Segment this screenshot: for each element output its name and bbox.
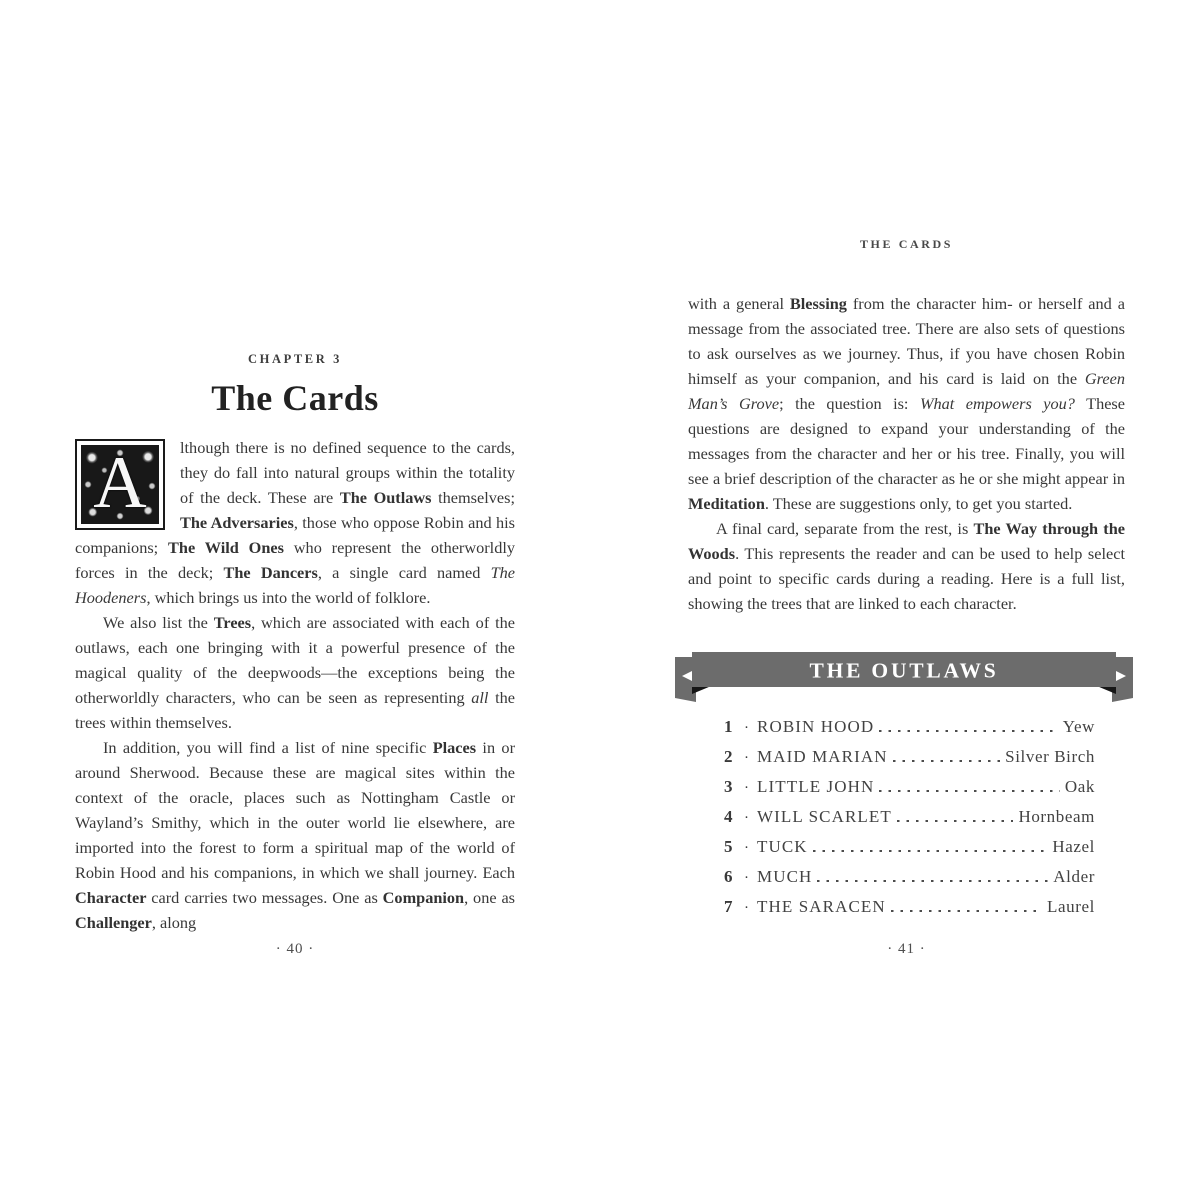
right-page-number: · 41 · (887, 941, 926, 957)
tree-name: Yew (1062, 717, 1095, 736)
row-bullet: · (744, 720, 749, 736)
left-body-text (75, 435, 515, 935)
outlaw-row (724, 897, 1095, 927)
row-number: 3 (724, 777, 733, 796)
tree-name: Oak (1064, 777, 1095, 796)
paragraph: A lthough there is no defined sequence to the cards, they do fall into natural groups within the totality of the deck. These are The Outlaws themselves; The Adversaries, those who oppose Robin and his companions; The Wild Ones who represent the otherworldly forces in the deck; The Dancers, a single card named The Hoodeners, which brings us into the world of folklore. (75, 438, 516, 607)
outlaw-name: MUCH (757, 867, 813, 886)
running-header: THE CARDS (859, 237, 954, 251)
banner-title: THE OUTLAWS (809, 658, 999, 683)
paragraph: We also list the Trees, which are associated with each of the outlaws, each one bringing with it a powerful presence of the magical quality of the deepwoods—the exceptions being the otherworldly characters, who can be seen as representing all the trees within themselves. (75, 613, 516, 732)
row-number: 2 (724, 747, 733, 766)
tree-name: Silver Birch (1005, 747, 1095, 766)
tree-name: Hornbeam (1018, 807, 1095, 826)
outlaw-name: MAID MARIAN (757, 747, 888, 766)
banner-right-fold-shadow (1098, 686, 1116, 694)
outlaw-name: WILL SCARLET (757, 807, 892, 826)
row-number: 1 (724, 717, 733, 736)
outlaw-row (724, 747, 1095, 777)
outlaw-row (724, 807, 1095, 837)
dotted-leader (879, 729, 1058, 732)
outlaws-banner (675, 652, 1133, 705)
outlaw-row (724, 867, 1095, 897)
row-bullet: · (744, 870, 749, 886)
dotted-leader (879, 789, 1059, 792)
row-number: 5 (724, 837, 733, 856)
outlaws-list (688, 717, 1125, 927)
dotted-leader (893, 759, 1001, 762)
page-title: The Cards (211, 378, 379, 418)
outlaw-name: TUCK (757, 837, 808, 856)
left-page-number: · 40 · (275, 941, 315, 957)
left-page (75, 352, 515, 935)
row-number: 6 (724, 867, 733, 886)
outlaw-row (724, 717, 1095, 747)
drop-cap-ornament (81, 445, 159, 524)
row-number: 7 (724, 897, 733, 916)
dotted-leader (897, 819, 1014, 822)
paragraph: In addition, you will find a list of nine specific Places in or around Sherwood. Because these are magical sites within the context of the oracle, places such as Nottingham Castle or Wayland’s Smithy, which in the outer world lie elsewhere, are imported into the forest to form a spiritual map of the world of Robin Hood and his companions, in which we shall journey. Each Character card carries two messages. One as Companion, one as Challenger, along (75, 738, 516, 932)
outlaw-name: THE SARACEN (757, 897, 886, 916)
tree-name: Alder (1053, 867, 1095, 886)
right-page (688, 237, 1125, 927)
row-bullet: · (744, 900, 749, 916)
row-bullet: · (744, 810, 749, 826)
row-bullet: · (744, 750, 749, 766)
paragraph: A final card, separate from the rest, is The Way through the Woods. This represents the reader and can be used to help select and point to specific cards during a reading. Here is a full list, showing the trees that are linked to each character. (688, 519, 1125, 613)
outlaw-name: ROBIN HOOD (757, 717, 875, 736)
dotted-leader (817, 879, 1048, 882)
row-bullet: · (744, 780, 749, 796)
chapter-label: CHAPTER 3 (248, 352, 342, 366)
outlaw-row (724, 777, 1095, 807)
right-body-text (688, 291, 1125, 616)
row-number: 4 (724, 807, 733, 826)
banner-left-fold-shadow (692, 686, 710, 694)
paragraph: with a general Blessing from the character him- or herself and a message from the associated tree. There are also sets of questions to ask ourselves as we journey. Thus, if you have chosen Robin himself as your companion, and his card is laid on the Green Man’s Grove; the question is: What empowers you? These questions are designed to expand your understanding of the messages from the character and her or his tree. Finally, you will see a brief description of the character as he or she might appear in Meditation. These are suggestions only, to get you started. (688, 294, 1125, 513)
drop-cap-letter: A (93, 445, 147, 524)
dotted-leader (891, 909, 1042, 912)
row-bullet: · (744, 840, 749, 856)
outlaw-name: LITTLE JOHN (757, 777, 875, 796)
decorated-drop-cap (75, 439, 165, 530)
outlaw-row (724, 837, 1095, 867)
dotted-leader (813, 849, 1048, 852)
tree-name: Hazel (1052, 837, 1095, 856)
tree-name: Laurel (1047, 897, 1095, 916)
outlaws-banner-ribbon (675, 652, 1133, 705)
